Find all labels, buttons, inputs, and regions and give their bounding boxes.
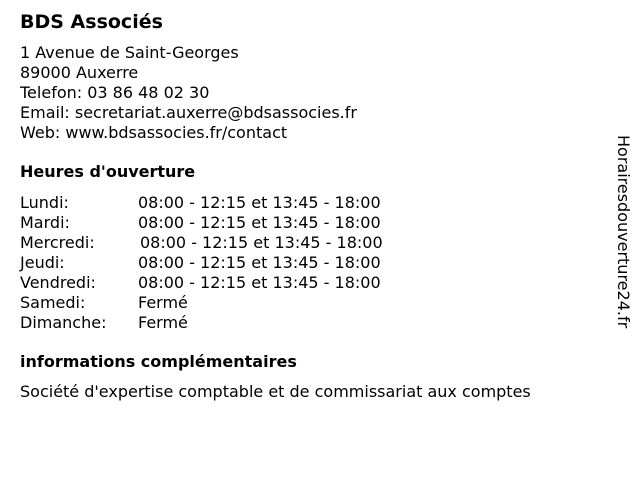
hours-row-sunday xyxy=(20,313,600,333)
hours-row-tuesday xyxy=(20,213,600,233)
day-label: Samedi: xyxy=(20,293,86,312)
hours-row-friday xyxy=(20,273,600,293)
hours-row-monday xyxy=(20,193,600,213)
day-hours: Fermé xyxy=(138,313,188,332)
hours-row-thursday xyxy=(20,253,600,273)
day-hours: 08:00 - 12:15 et 13:45 - 18:00 xyxy=(138,253,381,272)
address-line-2: 89000 Auxerre xyxy=(20,63,139,82)
day-hours: 08:00 - 12:15 et 13:45 - 18:00 xyxy=(138,213,381,232)
address-line-1: 1 Avenue de Saint-Georges xyxy=(20,43,239,62)
hours-row-saturday xyxy=(20,293,600,313)
opening-hours-table xyxy=(20,193,600,333)
business-name: BDS Associés xyxy=(20,11,163,33)
day-label: Lundi: xyxy=(20,193,69,212)
day-label: Mardi: xyxy=(20,213,70,232)
contact-block xyxy=(20,43,600,143)
opening-hours-heading: Heures d'ouverture xyxy=(20,162,196,181)
day-label: Vendredi: xyxy=(20,273,96,292)
additional-info-text: Société d'expertise comptable et de commissariat aux comptes xyxy=(20,382,531,401)
day-hours: 08:00 - 12:15 et 13:45 - 18:00 xyxy=(138,193,381,212)
day-label: Jeudi: xyxy=(20,253,65,272)
day-hours: 08:00 - 12:15 et 13:45 - 18:00 xyxy=(138,273,381,292)
additional-info-heading: informations complémentaires xyxy=(20,352,297,371)
web-line: Web: www.bdsassocies.fr/contact xyxy=(20,123,288,142)
phone-line: Telefon: 03 86 48 02 30 xyxy=(20,83,210,102)
day-hours: Fermé xyxy=(138,293,188,312)
business-card xyxy=(20,9,600,402)
email-line: Email: secretariat.auxerre@bdsassocies.fr xyxy=(20,103,357,122)
day-label: Dimanche: xyxy=(20,313,107,332)
site-watermark: Horairesdouverture24.fr xyxy=(614,135,633,329)
day-hours: 08:00 - 12:15 et 13:45 - 18:00 xyxy=(140,233,383,252)
day-label: Mercredi: xyxy=(20,233,95,252)
hours-row-wednesday xyxy=(20,233,600,253)
